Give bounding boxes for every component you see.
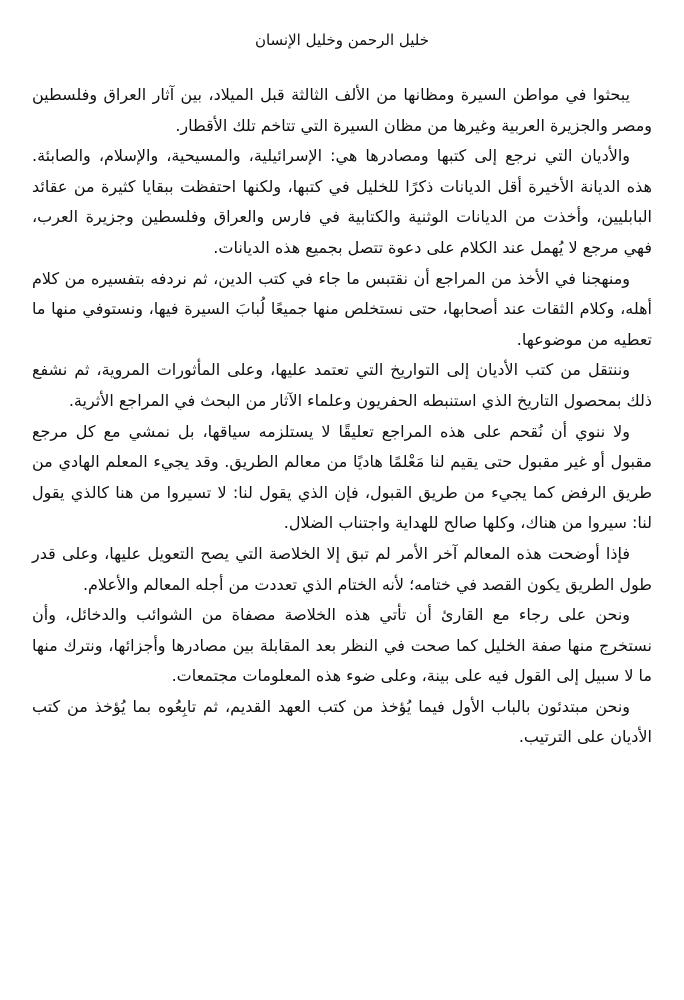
paragraph-4: وننتقل من كتب الأديان إلى التواريخ التي تعتمد عليها، وعلى المأثورات المروية، ثم نشفع ذلك بمحصول التاريخ الذي استنبطه الحفريون وعلماء الآثار من البحث في المراجع الأثرية. (32, 360, 652, 410)
paragraph-1: يبحثوا في مواطن السيرة ومظانها من الألف الثالثة قبل الميلاد، بين آثار العراق وفلسطين ومصر والجزيرة العربية وغيرها من مظان السيرة التي تتاخم تلك الأقطار. (32, 85, 652, 135)
running-header: خليل الرحمن وخليل الإنسان (254, 31, 430, 49)
paragraph-7: ونحن على رجاء مع القارئ أن تأتي هذه الخلاصة مصفاة من الشوائب والدخائل، وأن نستخرج منها صفة الخليل كما صحت في النظر بعد المقابلة بين مصادرها وأجزائها، ونترك منها ما لا سبيل إلى القول فيه على بينة، وعلى ضوء هذه المعلومات مجتمعات. (32, 605, 652, 686)
paragraph-6: فإذا أوضحت هذه المعالم آخر الأمر لم تبق إلا الخلاصة التي يصح التعويل عليها، وعلى قدر طول الطريق يكون القصد في ختامه؛ لأنه الختام الذي تعددت من أجله المعالم والأعلام. (32, 543, 652, 594)
paragraph-2: والأديان التي نرجع إلى كتبها ومصادرها هي: الإسرائيلية، والمسيحية، والإسلام، والصابئة. هذه الديانة الأخيرة أقل الديانات ذكرًا للخليل في كتبها، ولكنها احتفظت ببقايا كثيرة من عقائد البابليين، وأخذت من الديانات الوثنية والكتابية في فارس والعراق وفلسطين وجزيرة العرب، فهي مرجع لا يُهمل عند الكلام على دعوة تتصل بجميع هذه الديانات. (32, 146, 652, 257)
body-text (32, 80, 652, 753)
paragraph-3: ومنهجنا في الأخذ من المراجع أن نقتبس ما جاء في كتب الدين، ثم نردفه بتفسيره من كلام أهله، وكلام الثقات عند أصحابها، حتى نستخلص منها جميعًا لُبابَ السيرة فيها، ونستوفي منها ما تعطيه من موضوعها. (32, 268, 652, 349)
paragraph-5: ولا ننوي أن نُقحم على هذه المراجع تعليقًا لا يستلزمه سياقها، بل نمشي مع كل مرجع مقبول أو غير مقبول حتى يقيم لنا مَعْلمًا هاديًا من معالم الطريق. وقد يجيء المعلم الهادي من طريق الرفض كما يجيء من طريق القبول، فإن الذي يقول لنا: لا تسيروا من هنا كالذي يقول لنا: سيروا من هناك، وكلها صالح للهداية واجتناب الضلال. (32, 421, 652, 533)
paragraph-8: ونحن مبتدئون بالباب الأول فيما يُؤخذ من كتب العهد القديم، ثم تابِعُوه بما يُؤخذ من كتب الأديان على الترتيب. (32, 696, 652, 747)
